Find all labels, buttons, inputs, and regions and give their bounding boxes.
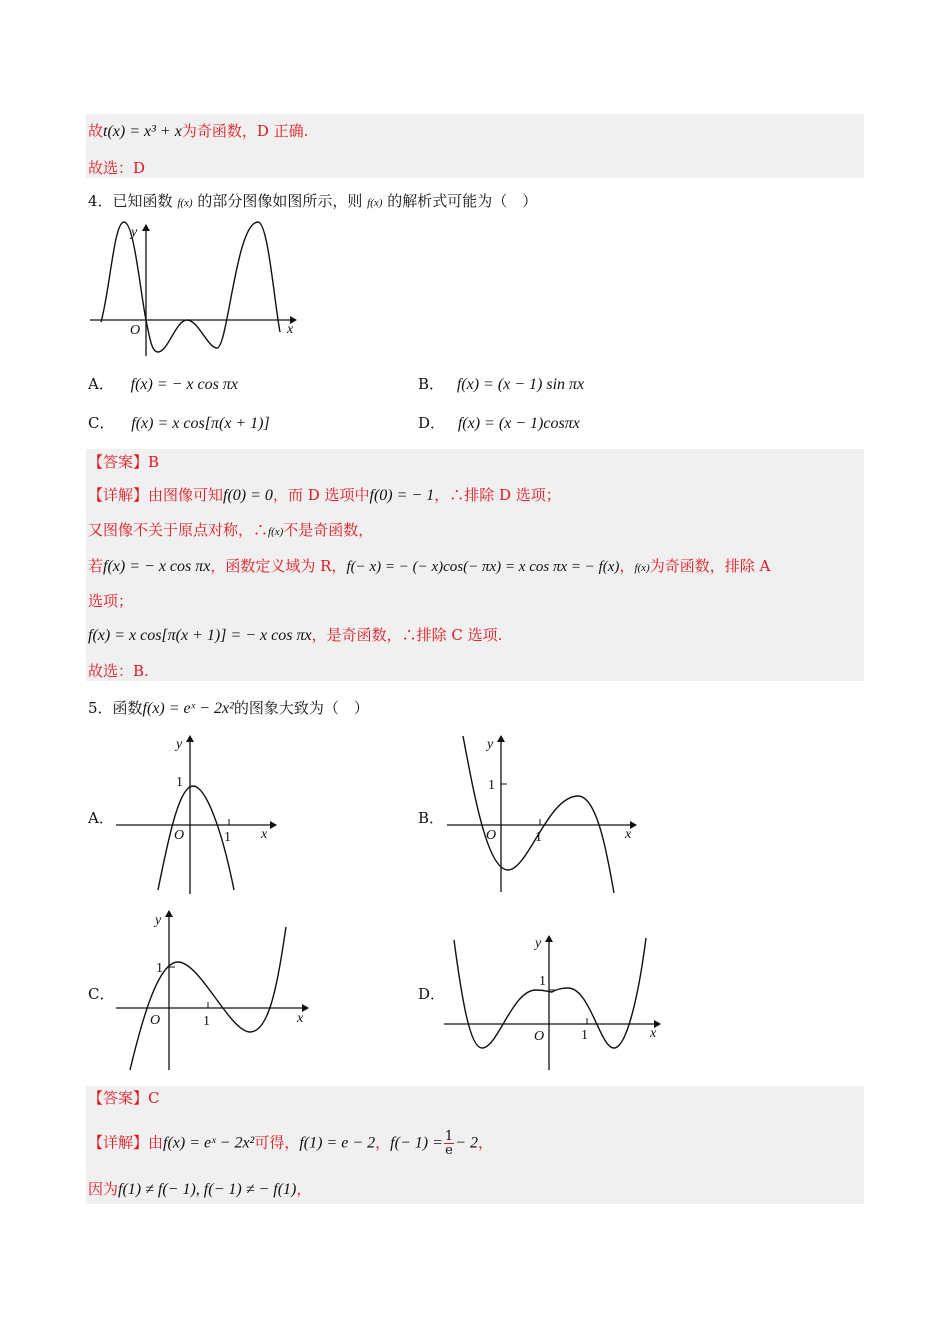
- solution3-prefix: 故: [88, 122, 104, 140]
- q5-d1-d: ，: [477, 1133, 493, 1152]
- q5-d2-a: 因为: [88, 1180, 119, 1198]
- q5c-curve: [130, 927, 286, 1070]
- q4-option-b-math: f(x) = (x − 1) sin πx: [456, 376, 585, 393]
- q5a-one-y: 1: [176, 775, 183, 790]
- q5d-one-x: 1: [581, 1028, 588, 1043]
- q5-d1-c: ，: [375, 1133, 391, 1152]
- q4-curve: [101, 222, 280, 352]
- q5-stem-math: f(x) = eˣ − 2x²: [142, 700, 234, 717]
- q5-graph-d: [442, 932, 662, 1072]
- q4-option-a[interactable]: [88, 373, 238, 396]
- q4-d1-m1: f(0) = 0: [223, 487, 273, 504]
- q5-detail-1: [88, 1130, 493, 1157]
- q4-d3-a: 若: [88, 557, 104, 575]
- q5-detail-2: [88, 1178, 311, 1201]
- q5-graph-a: [114, 732, 284, 897]
- q5b-one-x: 1: [535, 830, 542, 845]
- q4-option-d-math: f(x) = (x − 1)cosπx: [457, 415, 580, 432]
- q5-d1-a: 由: [148, 1133, 164, 1152]
- q4-option-d-label: D．: [418, 414, 446, 432]
- q4-detail-2: [88, 519, 373, 543]
- q5-d2-b: ，: [296, 1180, 312, 1198]
- q4-d1-m2: f(0) = − 1: [369, 487, 435, 504]
- q5b-x-label: x: [625, 827, 632, 842]
- q5d-one-y: 1: [539, 974, 546, 989]
- q4-graph: [88, 222, 318, 362]
- q4-stem-a: 4．已知函数: [88, 192, 173, 210]
- q5b-one-y: 1: [488, 778, 495, 793]
- q5-frac-num: 1: [444, 1129, 454, 1144]
- q5a-y-label: y: [176, 737, 183, 752]
- solution3-suffix: 为奇函数，D 正确.: [181, 122, 309, 140]
- q5-fraction: [444, 1130, 454, 1157]
- q5c-x-label: x: [297, 1011, 304, 1026]
- q5-stem: [88, 697, 369, 720]
- q5-frac-den: e: [445, 1143, 453, 1158]
- q5-option-b-label[interactable]: B．: [418, 809, 445, 827]
- q4-fx-1: f(x): [177, 197, 193, 209]
- q4-d2-b: 不是奇函数，: [283, 521, 374, 539]
- q5d-curve: [454, 938, 646, 1048]
- q4-option-c-math: f(x) = x cos[π(x + 1)]: [131, 415, 270, 432]
- q4-x-label: x: [287, 322, 294, 337]
- q4-detail-3: [88, 555, 770, 579]
- q4-detail-4: 选项；: [88, 592, 134, 610]
- q4-d3-m2: f(− x) = − (− x)cos(− πx) = x cos πx = − f(x): [346, 559, 620, 575]
- q5c-one-x: 1: [203, 1014, 210, 1029]
- q5a-origin: O: [174, 828, 185, 843]
- q5c-y-label: y: [155, 913, 162, 928]
- q5-answer-value: C: [148, 1089, 160, 1107]
- q4-option-d[interactable]: [418, 412, 580, 435]
- q4-d5-m: f(x) = x cos[π(x + 1)] = − x cos πx: [88, 627, 312, 644]
- q5c-one-y: 1: [156, 961, 163, 976]
- q5a-curve: [158, 786, 234, 890]
- q4-d3-m3: f(x): [634, 562, 650, 574]
- q4-detail-1: [88, 484, 561, 507]
- q5-answer-line: [88, 1087, 160, 1109]
- q5-d2-m: f(1) ≠ f(− 1), f(− 1) ≠ − f(1): [118, 1181, 297, 1198]
- q5-d1-m1: f(x) = eˣ − 2x²: [163, 1134, 255, 1152]
- q5-d1-m3b: − 2: [455, 1134, 478, 1152]
- q4-d3-b: ，函数定义域为 R，: [210, 557, 347, 575]
- q4-d5-b: ，是奇函数，∴排除 C 选项.: [311, 626, 503, 644]
- q4-d1-a: 由图像可知: [148, 486, 224, 504]
- q5a-x-label: x: [261, 827, 268, 842]
- q5-option-a-label[interactable]: A．: [88, 809, 114, 827]
- q5b-origin: O: [486, 828, 497, 843]
- q4-y-label: y: [131, 225, 138, 240]
- q4-stem-c: 的解析式可能为（ ）: [387, 192, 538, 210]
- q4-option-c[interactable]: [88, 412, 270, 435]
- solution3-line1: [88, 120, 308, 143]
- q5c-origin: O: [150, 1013, 161, 1028]
- q5-d1-m3a: f(− 1) =: [390, 1134, 443, 1152]
- solution3-line2: 故选：D: [88, 159, 146, 177]
- q5-option-c-label[interactable]: C．: [88, 985, 115, 1003]
- q5a-one-x: 1: [224, 830, 231, 845]
- q4-origin-label: O: [130, 323, 141, 338]
- q4-d1-b: ，而 D 选项中: [272, 486, 370, 504]
- q4-option-b-label: B．: [418, 375, 445, 393]
- q4-answer-line: [88, 451, 159, 473]
- q5b-curve: [463, 736, 614, 893]
- q4-d1-c: ，∴排除 D 选项；: [434, 486, 561, 504]
- q4-option-a-math: f(x) = − x cos πx: [130, 376, 238, 393]
- q5-d1-m2: f(1) = e − 2: [299, 1134, 376, 1152]
- q5-answer-tag: 【答案】: [88, 1089, 149, 1107]
- q4-option-b[interactable]: [418, 373, 584, 396]
- q5-stem-a: 5．函数: [88, 699, 143, 717]
- q5d-x-label: x: [650, 1026, 657, 1041]
- q5b-y-label: y: [487, 737, 494, 752]
- q4-d2-a: 又图像不关于原点对称，∴: [88, 521, 269, 539]
- q5-detail-tag: 【详解】: [88, 1133, 149, 1152]
- q5-graph-c: [114, 907, 314, 1072]
- q4-d3-c: ，: [619, 557, 635, 575]
- solution3-math: t(x) = x³ + x: [103, 123, 182, 140]
- q5-stem-b: 的图象大致为（ ）: [233, 699, 369, 717]
- q5-option-d-label[interactable]: D．: [418, 985, 446, 1003]
- q4-detail-5: [88, 624, 502, 647]
- q4-answer-value: B: [148, 453, 160, 471]
- q4-answer-tag: 【答案】: [88, 453, 149, 471]
- q4-d2-m: f(x): [268, 526, 284, 538]
- q5d-origin: O: [534, 1029, 545, 1044]
- q4-stem: [88, 190, 537, 214]
- q4-option-c-label: C．: [88, 414, 115, 432]
- q4-detail-tag: 【详解】: [88, 486, 149, 504]
- q4-detail-6: 故选：B.: [88, 662, 149, 680]
- q4-d3-d: 为奇函数，排除 A: [649, 557, 771, 575]
- q4-option-a-label: A．: [88, 375, 114, 393]
- q4-fx-2: f(x): [367, 197, 383, 209]
- q5d-y-label: y: [535, 936, 542, 951]
- q4-stem-b: 的部分图像如图所示，则: [197, 192, 363, 210]
- q5-d1-b: 可得，: [254, 1133, 300, 1152]
- q5-graph-b: [442, 732, 642, 897]
- q4-d3-m1: f(x) = − x cos πx: [103, 558, 211, 575]
